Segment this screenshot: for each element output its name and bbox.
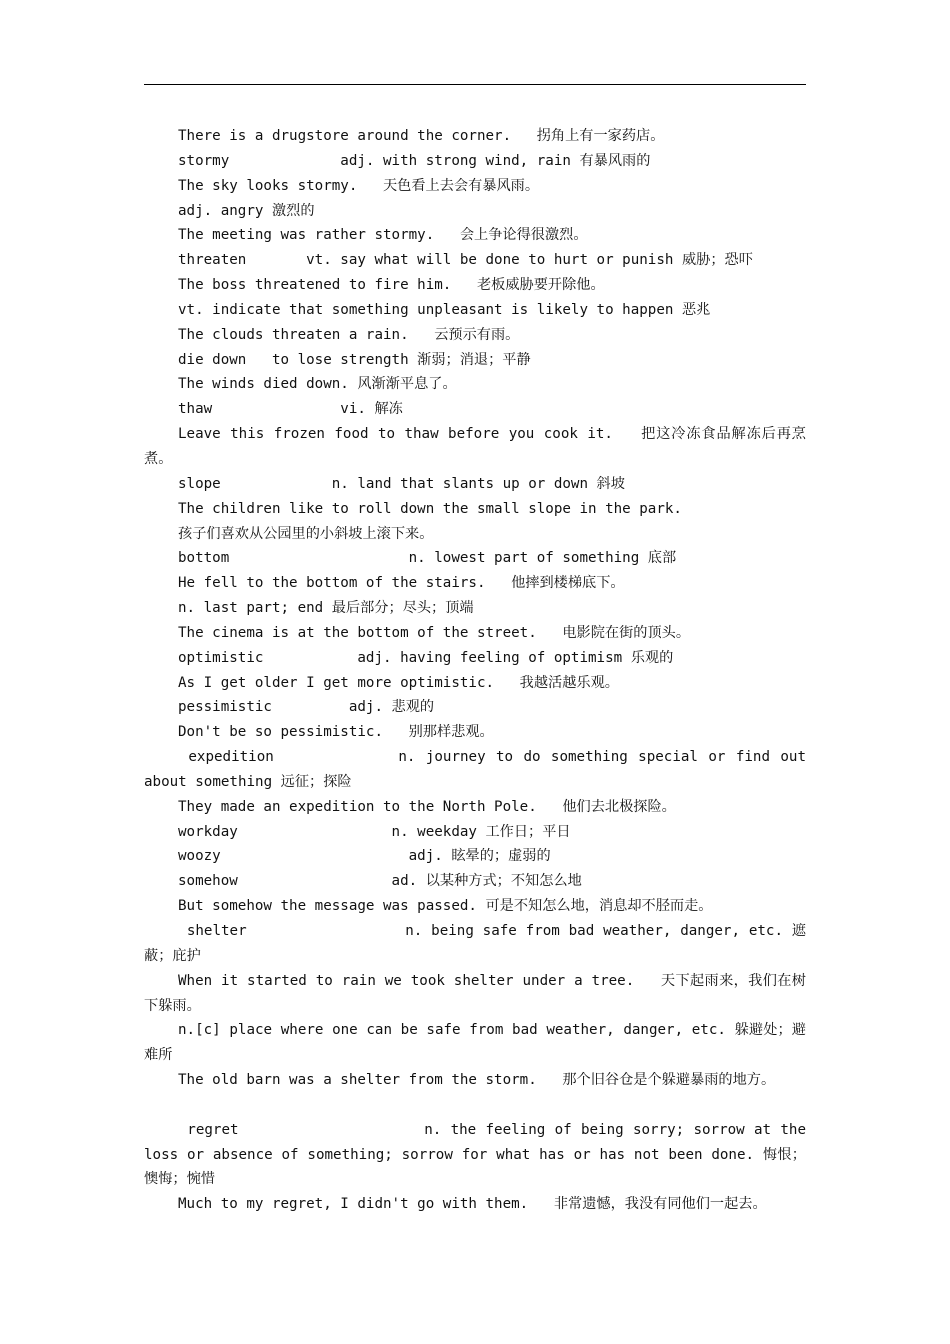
definition-line: n. last part; end 最后部分；尽头；顶端: [178, 600, 474, 617]
example-sentence: The cinema is at the bottom of the street. 电影院在街的顶头。: [178, 624, 691, 641]
example-sentence: The boss threatened to fire him. 老板威胁要开除他。: [178, 277, 605, 294]
example-sentence: Much to my regret, I didn't go with them. 非常遗憾，我没有同他们一起去。: [178, 1196, 767, 1213]
vocab-entry-optimistic: optimistic adj. having feeling of optimism 乐观的: [178, 649, 674, 666]
vocab-entry-somehow: somehow ad. 以某种方式；不知怎么地: [178, 873, 582, 890]
vocab-entry-workday: workday n. weekday 工作日；平日: [178, 823, 571, 840]
vocab-entry-expedition: expedition n. journey to do something special or find out about something 远征；探险: [144, 749, 815, 790]
vocabulary-list: [144, 124, 815, 1217]
example-sentence: Leave this frozen food to thaw before you cook it. 把这冷冻食品解冻后再烹煮。: [144, 426, 806, 467]
vocab-entry-slope: slope n. land that slants up or down 斜坡: [178, 475, 625, 492]
definition-line: adj. angry 激烈的: [178, 202, 315, 219]
example-sentence: Don't be so pessimistic. 别那样悲观。: [178, 724, 494, 741]
vocab-entry-woozy: woozy adj. 眩晕的；虚弱的: [178, 848, 551, 865]
definition-line: vt. indicate that something unpleasant is likely to happen 恶兆: [178, 301, 711, 318]
example-translation: 孩子们喜欢从公园里的小斜坡上滚下来。: [178, 525, 434, 542]
example-sentence: But somehow the message was passed. 可是不知怎么地，消息却不胫而走。: [178, 898, 713, 915]
vocab-entry-bottom: bottom n. lowest part of something 底部: [178, 550, 677, 567]
example-sentence: The winds died down. 风渐渐平息了。: [178, 376, 457, 393]
example-sentence: When it started to rain we took shelter under a tree. 天下起雨来，我们在树下躲雨。: [144, 972, 806, 1014]
vocab-entry-stormy: stormy adj. with strong wind, rain 有暴风雨的: [178, 152, 651, 169]
vocab-entry-threaten: threaten vt. say what will be done to hurt or punish 威胁；恐吓: [178, 252, 753, 269]
example-sentence: The old barn was a shelter from the storm. 那个旧谷仓是个躲避暴雨的地方。: [178, 1072, 776, 1089]
header-rule: [144, 84, 806, 85]
vocab-entry-shelter: shelter n. being safe from bad weather, danger, etc. 遮蔽；庇护: [144, 923, 806, 964]
example-sentence: They made an expedition to the North Pole. 他们去北极探险。: [178, 798, 676, 815]
example-sentence: As I get older I get more optimistic. 我越活越乐观。: [178, 674, 619, 691]
example-sentence: The clouds threaten a rain. 云预示有雨。: [178, 326, 520, 343]
example-sentence: The children like to roll down the small slope in the park.: [178, 500, 682, 517]
vocab-entry-die-down: die down to lose strength 渐弱；消退；平静: [178, 351, 531, 368]
example-sentence: The sky looks stormy. 天色看上去会有暴风雨。: [178, 177, 540, 194]
blank-line: [144, 1093, 806, 1118]
vocab-entry-pessimistic: pessimistic adj. 悲观的: [178, 699, 435, 716]
example-sentence: There is a drugstore around the corner. 拐角上有一家药店。: [178, 128, 665, 144]
vocab-entry-regret: regret n. the feeling of being sorry; sorrow at the loss or absence of something; sorrow for what has or has not been done. 悔恨；懊悔；惋惜: [144, 1121, 815, 1188]
definition-line: n.[c] place where one can be safe from bad weather, danger, etc. 躲避处；避难所: [144, 1022, 806, 1064]
example-sentence: He fell to the bottom of the stairs. 他摔到楼梯底下。: [178, 575, 625, 592]
vocab-entry-thaw: thaw vi. 解冻: [178, 401, 403, 418]
example-sentence: The meeting was rather stormy. 会上争论得很激烈。: [178, 227, 588, 244]
